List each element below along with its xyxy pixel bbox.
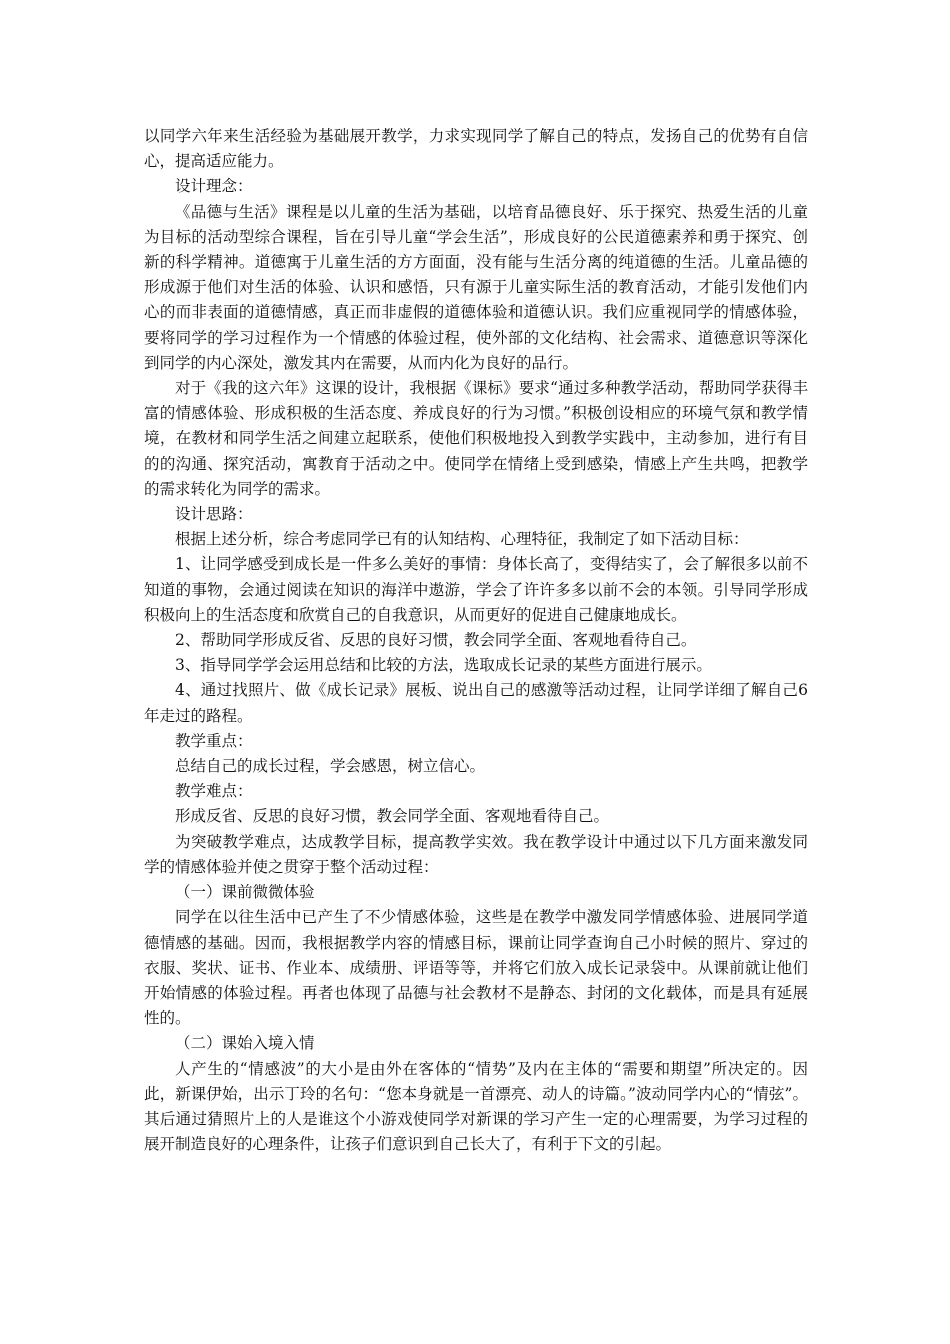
paragraph-activity-goals-intro: 根据上述分析，综合考虑同学已有的认知结构、心理特征，我制定了如下活动目标： <box>175 530 749 549</box>
list-item-goal-1: 1、让同学感受到成长是一件多么美好的事情：身体长高了，变得结实了，会了解很多以前不知道的事物，会通过阅读在知识的海洋中遨游，学会了许许多多以前不会的本领。引导同学形成积极向上的生活态度和欣赏自己的自我意识，从而更好的促进自己健康地成长。 <box>144 555 808 624</box>
paragraph-strategy-intro: 为突破教学难点，达成教学目标，提高教学实效。我在教学设计中通过以下几方面来激发同学的情感体验并使之贯穿于整个活动过程： <box>144 832 808 876</box>
paragraph-lesson-design: 对于《我的这六年》这课的设计，我根据《课标》要求“通过多种教学活动，帮助同学获得丰富的情感体验、形成积极的生活态度、养成良好的行为习惯。”积极创设相应的环境气氛和教学情境，在教材和同学生活之间建立起联系，使他们积极地投入到教学实践中，主动参加，进行有目的的沟通、探究活动，寓教育于活动之中。使同学在情绪上受到感染，情感上产生共鸣，把教学的需求转化为同学的需求。 <box>144 379 808 498</box>
list-item-goal-3: 3、指导同学学会运用总结和比较的方法，选取成长记录的某些方面进行展示。 <box>175 656 712 675</box>
list-item-goal-4: 4、通过找照片、做《成长记录》展板、说出自己的感激等活动过程，让同学详细了解自己6年走过的路程。 <box>144 681 808 725</box>
paragraph-section-1: 同学在以往生活中已产生了不少情感体验，这些是在教学中激发同学情感体验、进展同学道德情感的基础。因而，我根据教学内容的情感目标，课前让同学查询自己小时候的照片、穿过的衣服、奖状、证书、作业本、成绩册、评语等等，并将它们放入成长记录袋中。从课前就让他们开始情感的体验过程。再者也体现了品德与社会教材不是静态、封闭的文化载体，而是具有延展性的。 <box>144 908 808 1028</box>
paragraph-design-concept: 《品德与生活》课程是以儿童的生活为基础，以培育品德良好、乐于探究、热爱生活的儿童为目标的活动型综合课程，旨在引导儿童“学会生活”，形成良好的公民道德素养和勇于探究、创新的科学精神。道德寓于儿童生活的方方面面，没有能与生活分离的纯道德的生活。儿童品德的形成源于他们对生活的体验、认识和感悟，只有源于儿童实际生活的教育活动，才能引发他们内心的而非表面的道德情感，真正而非虚假的道德体验和道德认识。我们应重视同学的情感体验，要将同学的学习过程作为一个情感的体验过程，使外部的文化结构、社会需求、道德意识等深化到同学的内心深处，激发其内在需要，从而内化为良好的品行。 <box>144 202 808 372</box>
paragraph-teaching-focus: 总结自己的成长过程，学会感恩，树立信心。 <box>175 757 486 776</box>
paragraph-intro-continuation: 以同学六年来生活经验为基础展开教学，力求实现同学了解自己的特点，发扬自己的优势有自信心，提高适应能力。 <box>144 127 808 171</box>
paragraph-teaching-difficulty: 形成反省、反思的良好习惯，教会同学全面、客观地看待自己。 <box>175 807 610 826</box>
heading-teaching-difficulty: 教学难点： <box>175 782 253 801</box>
list-item-goal-2: 2、帮助同学形成反省、反思的良好习惯，教会同学全面、客观地看待自己。 <box>175 631 697 650</box>
paragraph-section-2: 人产生的“情感波”的大小是由外在客体的“情势”及内在主体的“需要和期望”所决定的。因此，新课伊始，出示丁玲的名句：“您本身就是一首漂亮、动人的诗篇。”波动同学内心的“情弦”。其后通过猜照片上的人是谁这个小游戏使同学对新课的学习产生一定的心理需要，为学习过程的展开制造良好的心理条件，让孩子们意识到自己长大了，有利于下文的引起。 <box>144 1059 808 1154</box>
heading-teaching-focus: 教学重点： <box>175 731 253 750</box>
heading-design-concept: 设计理念： <box>175 177 253 196</box>
subheading-section-2: （二）课始入境入情 <box>175 1034 315 1053</box>
document-body <box>144 124 808 1157</box>
heading-design-approach: 设计思路： <box>175 505 253 524</box>
subheading-section-1: （一）课前微微体验 <box>175 883 315 902</box>
